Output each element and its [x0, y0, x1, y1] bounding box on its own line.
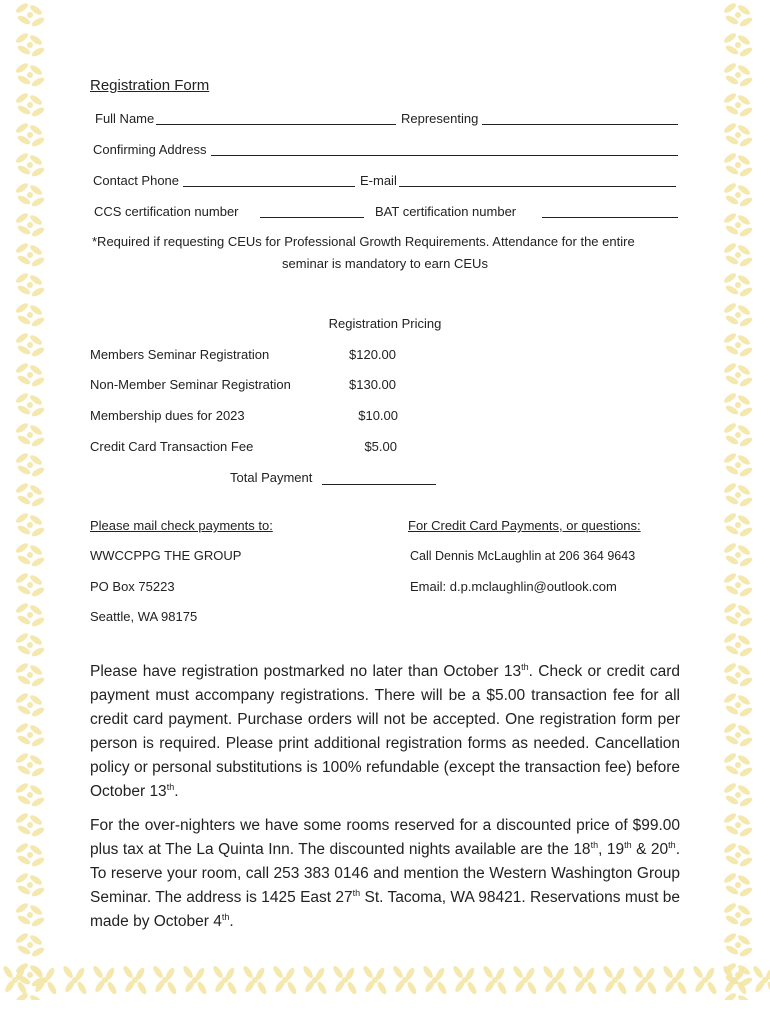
- pricing-heading: Registration Pricing: [328, 316, 442, 331]
- pricing-item-price: $130.00: [349, 377, 396, 392]
- form-title: Registration Form: [90, 77, 210, 94]
- email-label: E-mail: [360, 173, 397, 188]
- credit-heading: For Credit Card Payments, or questions:: [408, 518, 641, 533]
- bat-label: BAT certification number: [375, 204, 517, 219]
- ccs-field[interactable]: [260, 217, 364, 218]
- pricing-item-label: Membership dues for 2023: [90, 408, 245, 423]
- mail-line: PO Box 75223: [90, 579, 175, 594]
- representing-label: Representing: [401, 111, 479, 126]
- bottom-floral-border: [0, 950, 770, 1010]
- right-floral-border: [708, 0, 770, 1000]
- pricing-item-price: $120.00: [349, 347, 396, 362]
- pricing-item-price: $10.00: [358, 408, 398, 423]
- contact-phone-label: Contact Phone: [93, 173, 180, 188]
- representing-field[interactable]: [482, 124, 678, 125]
- ccs-label: CCS certification number: [94, 204, 239, 219]
- credit-email-line: Email: d.p.mclaughlin@outlook.com: [410, 579, 617, 594]
- pricing-item-label: Members Seminar Registration: [90, 347, 270, 362]
- left-floral-border: [0, 0, 60, 1000]
- mail-line: Seattle, WA 98175: [90, 609, 198, 624]
- contact-phone-field[interactable]: [183, 186, 355, 187]
- total-payment-field[interactable]: [322, 484, 436, 485]
- confirming-address-label: Confirming Address: [93, 142, 207, 157]
- email-field[interactable]: [399, 186, 676, 187]
- pricing-item-label: Non-Member Seminar Registration: [90, 377, 291, 392]
- mail-heading: Please mail check payments to:: [90, 518, 273, 533]
- total-payment-label: Total Payment: [230, 470, 313, 485]
- ceu-note-line1: *Required if requesting CEUs for Professional Growth Requirements. Attendance for the entire: [92, 234, 635, 249]
- pricing-item-label: Credit Card Transaction Fee: [90, 439, 254, 454]
- confirming-address-field[interactable]: [211, 155, 678, 156]
- pricing-item-price: $5.00: [364, 439, 397, 454]
- mail-line: WWCCPPG THE GROUP: [90, 548, 242, 563]
- full-name-label: Full Name: [95, 111, 155, 126]
- lodging-paragraph: For the over-nighters we have some rooms reserved for a discounted price of $99.00 plus tax at The La Quinta Inn. The discounted nights available are the 18th, 19th & 20th. To reserve your room, call 253 383 0146 and mention the Western Washington Group Seminar. The address is 1425 East 27th St. Tacoma, WA 98421. Reservations must be made by October 4th.: [90, 817, 680, 930]
- bat-field[interactable]: [542, 217, 678, 218]
- instructions-paragraph: Please have registration postmarked no later than October 13th. Check or credit card payment must accompany registrations. There will be a $5.00 transaction fee for all credit card payment. Purchase orders will not be accepted. One registration form per person is required. Please print additional registration forms as needed. Cancellation policy or personal substitutions is 100% refundable (except the transaction fee) before October 13th.: [90, 661, 680, 800]
- credit-phone-line: Call Dennis McLaughlin at 206 364 9643: [410, 549, 636, 563]
- ceu-note-line2: seminar is mandatory to earn CEUs: [282, 256, 488, 271]
- full-name-field[interactable]: [156, 124, 396, 125]
